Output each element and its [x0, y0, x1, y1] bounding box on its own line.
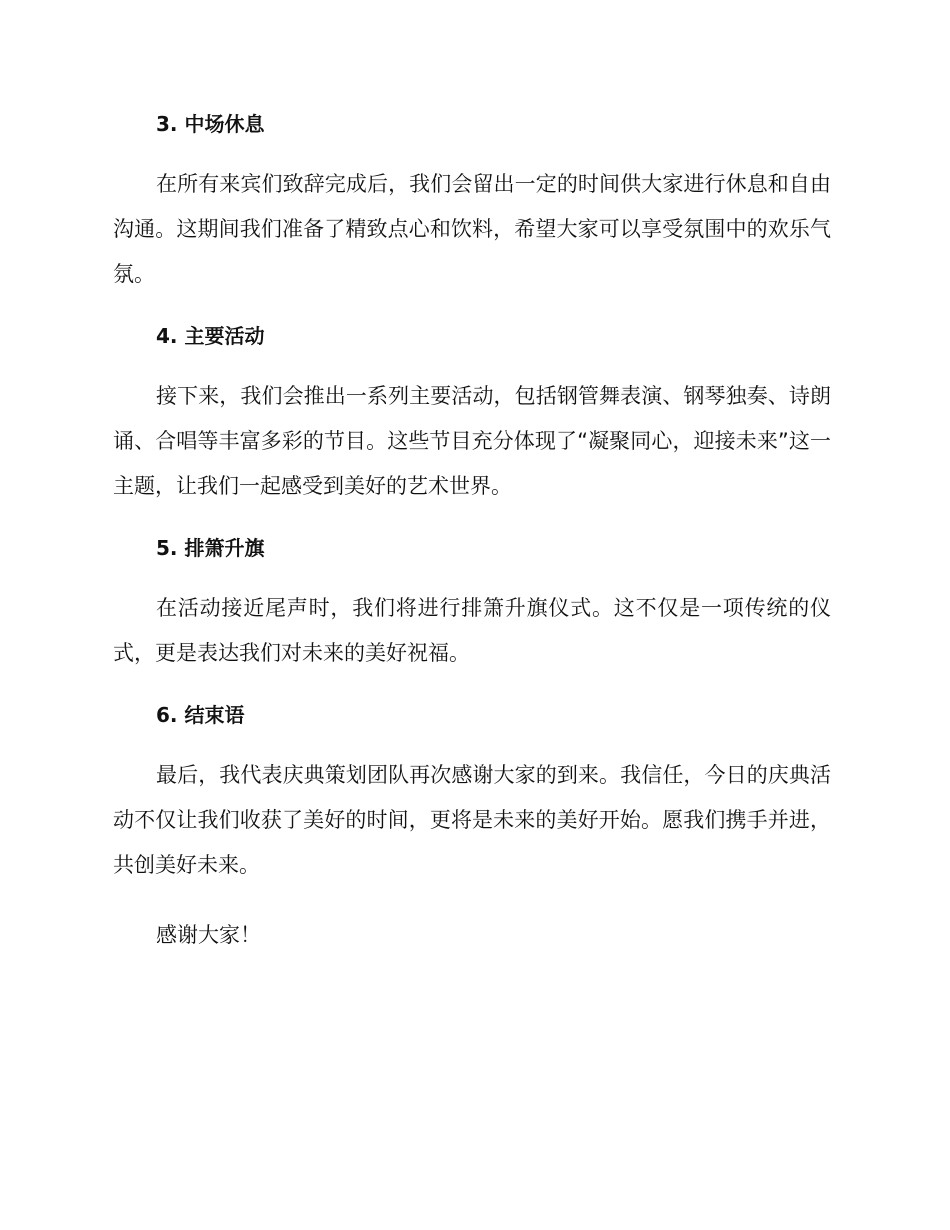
- section-paragraph-main-activities: 接下来，我们会推出一系列主要活动，包括钢管舞表演、钢琴独奏、诗朗诵、合唱等丰富多彩的节目。这些节目充分体现了“凝聚同心，迎接未来”这一主题，让我们一起感受到美好的艺术世界。: [113, 384, 831, 498]
- section-paragraph-intermission: 在所有来宾们致辞完成后，我们会留出一定的时间供大家进行休息和自由沟通。这期间我们准备了精致点心和饮料，希望大家可以享受氛围中的欢乐气氛。: [113, 172, 831, 286]
- section-heading-closing-remarks: 6. 结束语: [156, 703, 245, 727]
- section-heading-main-activities: 4. 主要活动: [156, 324, 265, 348]
- document-page: [113, 110, 831, 958]
- section-paragraph-closing-remarks: 最后，我代表庆典策划团队再次感谢大家的到来。我信任，今日的庆典活动不仅让我们收获了美好的时间，更将是未来的美好开始。愿我们携手并进，共创美好未来。: [113, 763, 831, 877]
- section-paragraph-flag-raising: 在活动接近尾声时，我们将进行排箫升旗仪式。这不仅是一项传统的仪式，更是表达我们对未来的美好祝福。: [113, 596, 831, 665]
- section-heading-intermission: 3. 中场休息: [156, 112, 265, 136]
- closing-thanks: 感谢大家！: [156, 923, 261, 947]
- section-heading-flag-raising: 5. 排箫升旗: [156, 536, 265, 560]
